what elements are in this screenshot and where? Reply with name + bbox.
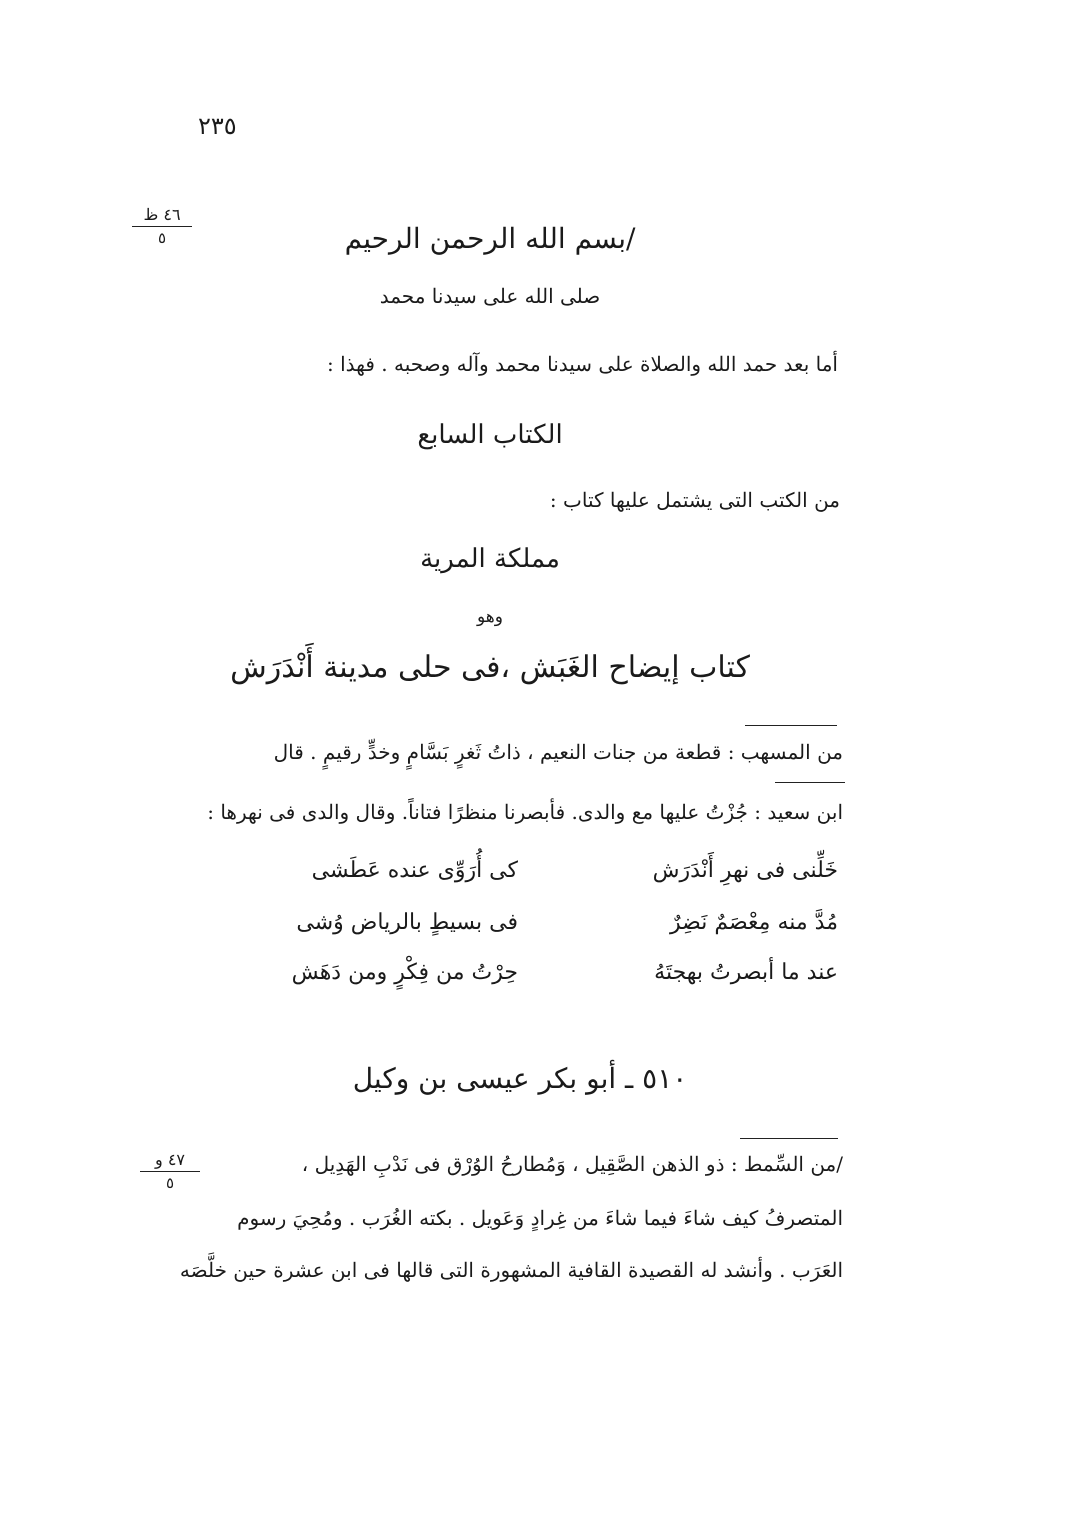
margin-folio-top: ٤٦ ظ — [132, 205, 192, 227]
verse-second-hemistich: حِرْتُ من فِكْرٍ ومن دَهَش — [291, 960, 518, 985]
overline-rule — [740, 1138, 838, 1139]
verse-first-hemistich: مُدَّ منه مِعْصَمٌ نَضِرٌ — [670, 910, 838, 935]
overline-rule — [745, 725, 837, 726]
margin-folio-top: ٤٧ و — [140, 1150, 200, 1172]
book-number-heading: الكتاب السابع — [417, 420, 563, 450]
paragraph-line: المتصرفُ كيف شاءَ فيما شاءَ من غِرادٍ وَعَويل . بكته الغُرَب . ومُحِيَ رسوم — [237, 1206, 843, 1230]
connector-word: وهو — [477, 607, 503, 627]
verse-second-hemistich: كى أُرَوِّى عنده عَطَشى — [311, 858, 518, 883]
main-title: كتاب إيضاح الغَبَش ،فى حلى مدينة أَنْدَرَش — [230, 650, 750, 685]
page-number: ٢٣٥ — [198, 112, 237, 140]
paragraph-line: العَرَب . وأنشد له القصيدة القافية المشهورة التى قالها فى ابن عشرة حين خلَّصَه — [179, 1258, 843, 1282]
basmala: /بسم الله الرحمن الرحيم — [344, 222, 636, 255]
preface-line: أما بعد حمد الله والصلاة على سيدنا محمد وآله وصحبه . فهذا : — [327, 352, 838, 376]
paragraph-line: /من السِّمط : ذو الذهن الصَّقِيل ، وَمُطارحُ الوُرْق فى نَدْبِ الهَدِيل ، — [301, 1152, 843, 1176]
salla-line: صلى الله على سيدنا محمد — [379, 284, 601, 308]
kingdom-heading: مملكة المرية — [420, 544, 560, 574]
paragraph-line: ابن سعيد : جُزْتُ عليها مع والدى. فأبصرنا منظرًا فتاناً. وقال والدى فى نهرها : — [207, 800, 843, 824]
margin-folio-note-2 — [140, 1150, 200, 1192]
underline-rule — [775, 782, 845, 783]
margin-folio-bottom: ٥ — [165, 1174, 175, 1193]
verse-first-hemistich: خَلِّنى فى نهرِ أَنْدَرَش — [652, 858, 838, 883]
margin-folio-bottom: ٥ — [157, 229, 167, 248]
verse-first-hemistich: عند ما أبصرتُ بهجتَهُ — [654, 960, 838, 985]
book-intro-line: من الكتب التى يشتمل عليها كتاب : — [549, 488, 840, 512]
paragraph-line: من المسهب : قطعة من جنات النعيم ، ذاتُ ثَغرٍ بَسَّامٍ وخدٍّ رقيمٍ . قال — [273, 740, 843, 764]
biography-heading: ٥١٠ ـ أبو بكر عيسى بن وكيل — [352, 1062, 688, 1095]
verse-second-hemistich: فى بسيطٍ بالرياض وُشى — [296, 910, 518, 935]
